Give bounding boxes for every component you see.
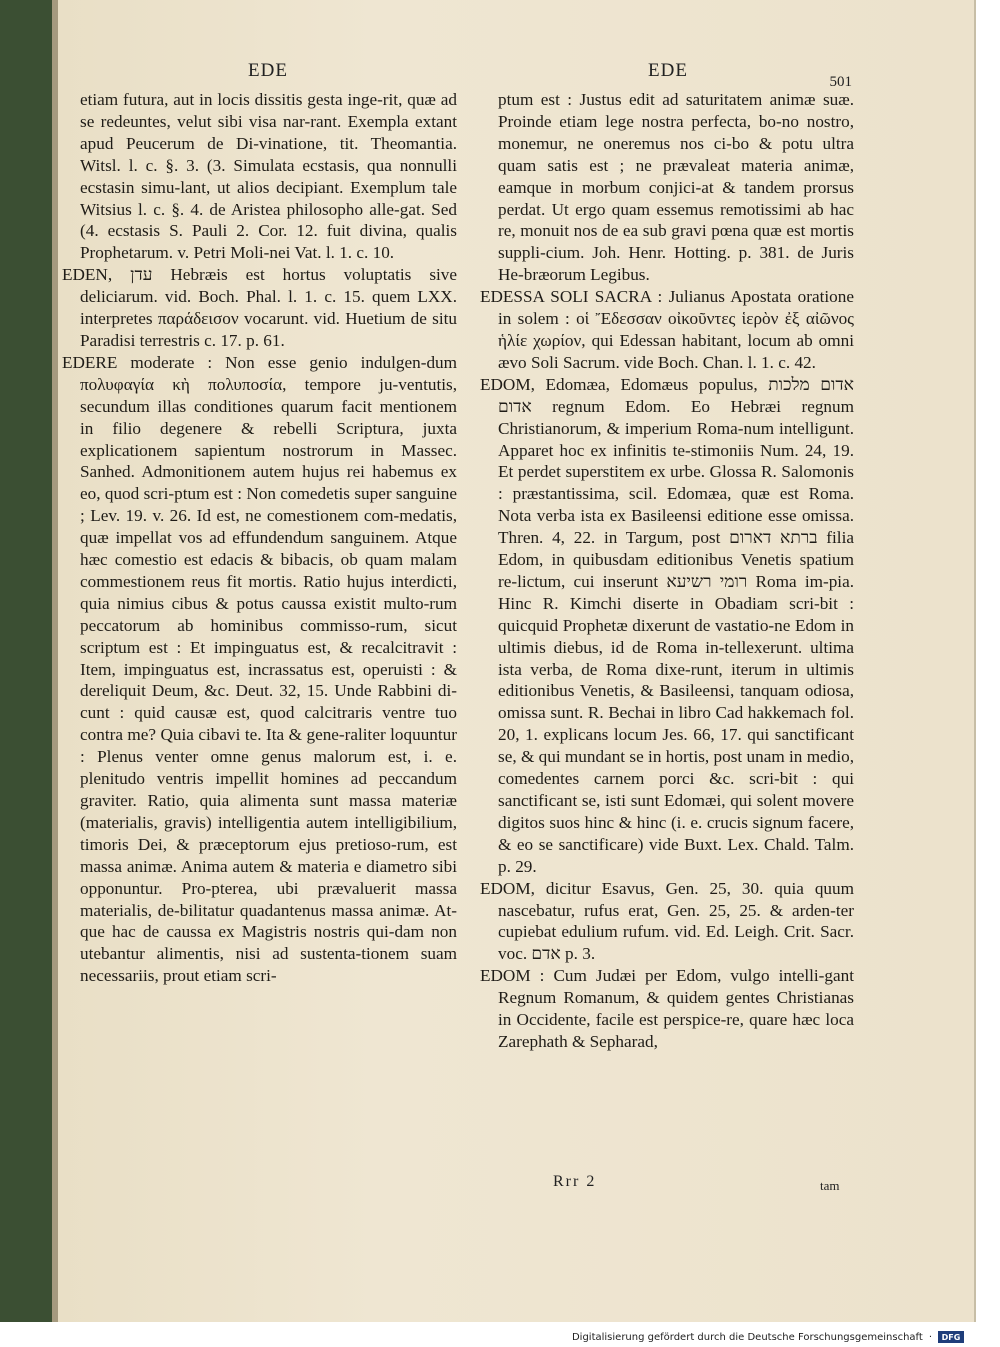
entry-paragraph: EDOM, dicitur Esavus, Gen. 25, 30. quia quum nascebatur, rufus erat, Gen. 25, 25. & arden-ter cupiebat edulium rufum. vid. Ed. Leigh. Crit. Sacr. voc. אדם p. 3. [480, 878, 854, 964]
running-head-left: EDE [248, 60, 288, 81]
entry-paragraph: EDOM, Edomæa, Edomæus populus, אדום מלכות אדום regnum Edom. Eo Hebræi regnum Christianorum, & imperium Roma-num intelligunt. Apparet hoc ex infinitis te-stimoniis Num. 24, 19. Et perdet superstitem ex urbe. Glossa R. Salomonis : præstantissima, scil. Edomæa, quæ est Roma. Nota verba ista ex Basileensi editione esse omissa. Thren. 4, 22. in Targum, post ברתא דארום filia Edom, in quibusdam editionibus Venetis spatium re-lictum, cui inserunt רומי רשיעא Roma im-pia. Hinc R. Kimchi diserte in Obadiam scri-bit : quicquid Prophetæ dixerunt de vastatio-ne Edom in ultimis diebus, id de Roma in-tellexerunt. ultima ista verba, de Roma dixe-runt, iterum in ultimis editionibus Venetis, & Basileensi, tanquam odiosa, omissa sunt. R. Bechai in libro Cad hakkemach fol. 20, 1. explicans locum Jes. 66, 17. qui sanctificant se, & qui mundant se in hortis, post unam in medio, comedentes carnem porci &c. scri-bit : qui sanctificant se, isti sunt Edomæi, qui solent movere digitos suos hinc & hinc (i. e. crucis signum facere, & eo se sanctificare) vide Buxt. Lex. Chald. Talm. p. 29. [480, 374, 854, 876]
signature-mark: Rrr 2 [553, 1173, 597, 1190]
entry-paragraph: EDOM : Cum Judæi per Edom, vulgo intelli-gant Regnum Romanum, & quidem gentes Christianas in Occidente, facile est perspice-re, quare hæc loca Zarephath & Sepharad, [480, 966, 854, 1051]
dfg-logo-icon: DFG [938, 1331, 964, 1343]
entry-paragraph: EDESSA SOLI SACRA : Julianus Apostata oratione in solem : οἱ Ἔδεσσαν οἰκοῦντες ἱερὸν ἐξ αἰῶνος ἡλίε χωρίον, qui Edessan habitant, locum ab omni ævo Soli Sacrum. vide Boch. Chan. l. 1. c. 42. [480, 287, 854, 372]
digitization-footer [572, 1328, 964, 1346]
footer-separator: · [928, 1331, 932, 1343]
catchword: tam [820, 1178, 840, 1193]
page-number: 501 [829, 74, 852, 90]
entry-paragraph: EDEN, עדן Hebræis est hortus voluptatis sive deliciarum. vid. Boch. Phal. l. 1. c. 15. quem LXX. interpretes παράδεισον vocarunt. vid. Huetium de situ Paradisi terrestris c. 17. p. 61. [62, 265, 458, 350]
entry-paragraph: etiam futura, aut in locis dissitis gesta inge-rit, quæ ad se redeuntes, velut sibi visa nar-rant. Exempla extant apud Peucerum de Di-vinatione, tit. Theomantia. Witsl. l. c. §. 3. (3. Simulata ecstasis, qua nonnulli ecstasin simu-lant, ut alios decipiant. Exemplum tale Witsius l. c. §. 4. de Aristea philosopho alle-gat. Sed (4. ecstasis S. Pauli 2. Cor. 12. fuit divina, qualis Prophetarum. v. Petri Moli-nei Vat. l. 1. c. 10. [80, 90, 457, 263]
entry-paragraph: ptum est : Justus edit ad saturitatem animæ suæ. Proinde etiam lege nostra perfecta, bo-no nostro, monemur, ne oneremus nos ci-bo & potu ultra quam satis est ; ne prævaleat materia animæ, eamque in morbum conjici-at & tandem prorsus perdat. Ut ergo quam essemus remotissimi ab hac re, monuit nos de ea sub gravi pœna quæ est mortis suppli-cium. Joh. Henr. Hotting. p. 381. de Juris He-bræorum Legibus. [498, 90, 854, 285]
entry-paragraph: EDERE moderate : Non esse genio indulgen-dum πολυφαγία κὴ πολυποσία, tempore ju-ventutis, secundum illas conditiones quarum facit mentionem in filio degenere & rebelli Scriptura, juxta explicationem sapientum nostrorum in Massec. Sanhed. Admonitionem autem hujus rei habemus ex eo, quod scri-ptum est : Non comedetis super sanguine ; Lev. 19. v. 26. Id est, ne comestionem com-medatis, quæ impellat vos ad effundendum sanguinem. Atque hæc comestio est edacis & bibacis, ob quam malam commestionem reus fit mortis. Ratio hujus interdicti, quia nimius cibus & potus caussa existit multo-rum peccatorum ab hominibus commisso-rum, sicut scriptum est : Et impinguatus est, & recalcitravit : Item, impinguatus est, incrassatus est, operuisti : & dereliquit Deum, &c. Deut. 32, 15. Unde Rabbini di-cunt : quid causæ est, quod calcitraris ventre tuo contra me? Quia cibavi te. Ita & gene-raliter loquuntur : Plenus venter omne genus malorum est, i. e. plenitudo ventris impellit homines ad peccandum graviter. Ratio, quia alimenta sunt massa materiæ (materialis, gravis) intelligentia autem intelligibilium, timoris Dei, & præceptorum ejus pretioso-rum, est massa animæ. Anima autem & materia e diametro sibi opponuntur. Pro-pterea, ubi prævaluerit massa materialis, de-bilitatur quadantenus massa animæ. At-que hac de caussa ex Magistris nostris qui-dam non utebantur alimentis, nisi ad sustenta-tionem suam necessariis, prout etiam scri- [62, 352, 457, 986]
right-column [480, 89, 854, 1053]
footer-text: Digitalisierung gefördert durch die Deutsche Forschungsgemeinschaft [571, 1331, 923, 1343]
running-head-right: EDE [648, 60, 688, 81]
scan-binding-edge [0, 0, 52, 1322]
left-column [62, 89, 457, 987]
